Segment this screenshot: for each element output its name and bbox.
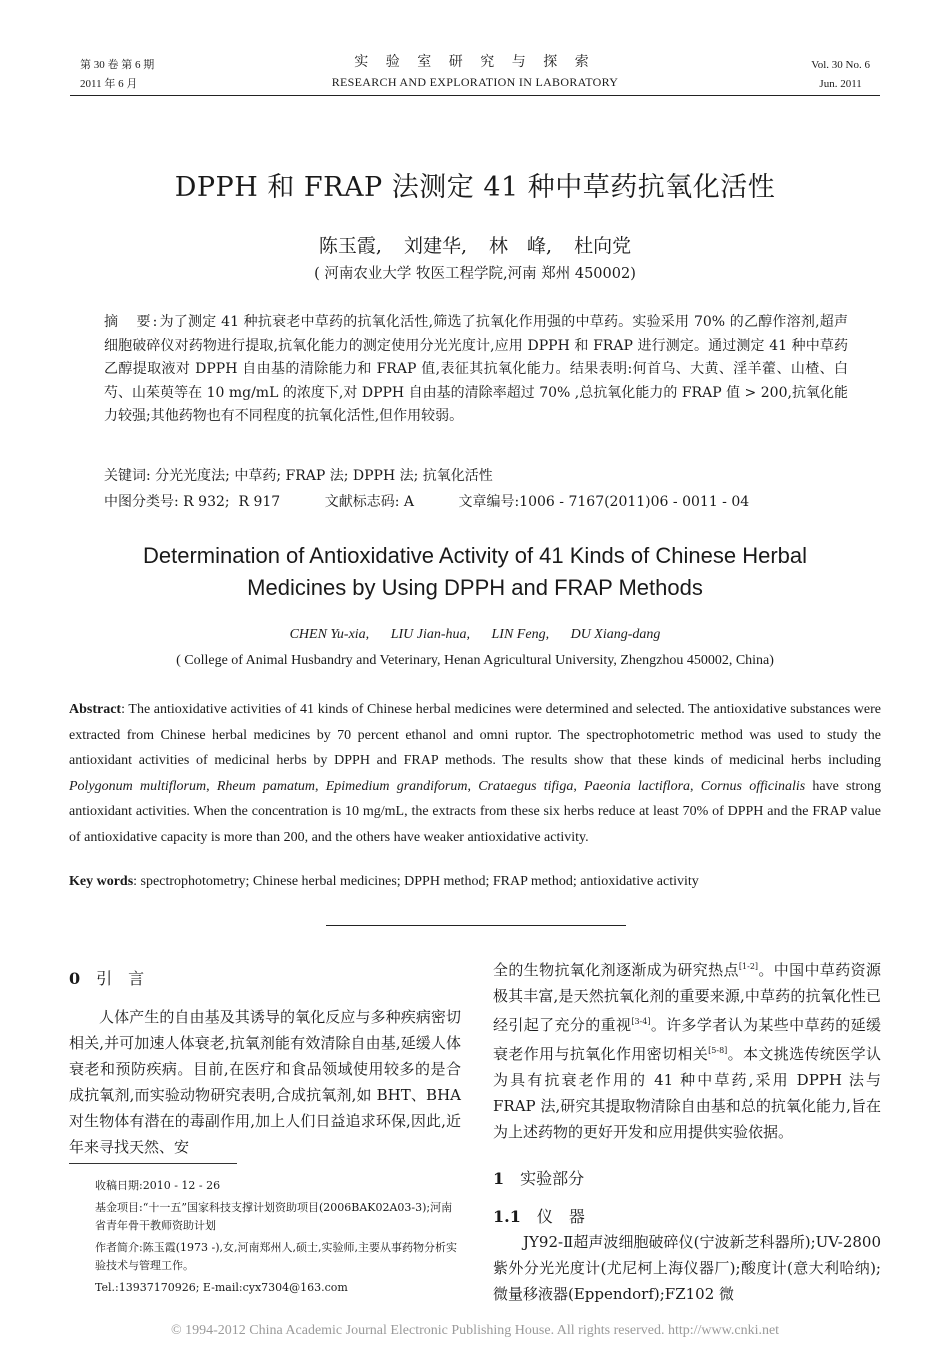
subsection-number: 1.1 (493, 1207, 521, 1226)
volume-issue-en: Vol. 30 No. 6 (811, 59, 870, 71)
section-title: 实验部分 (520, 1169, 585, 1188)
section-heading (493, 1166, 881, 1192)
volume-issue: 第 30 卷 第 6 期 (80, 59, 155, 71)
body-text: 全的生物抗氧化剂逐渐成为研究热点 (493, 961, 739, 979)
keywords-cn: 关键词: 分光光度法; 中草药; FRAP 法; DPPH 法; 抗氧化活性 (104, 468, 493, 484)
issue-info-en (811, 56, 870, 94)
issue-date-en: Jun. 2011 (819, 78, 862, 90)
author-name: 陈玉霞, (318, 235, 382, 257)
author-name: 杜向党 (574, 235, 632, 257)
author-name: 林 峰, (489, 235, 553, 257)
abstract-cn-text: 为了测定 41 种抗衰老中草药的抗氧化活性,筛选了抗氧化作用强的中草药。实验采用 70% 的乙醇作溶剂,超声细胞破碎仪对药物进行提取,抗氧化能力的测定使用分光光度计,应用 DPPH 和 FRAP 进行测定。通过测定 41 种中草药乙醇提取液对 DPPH 自由基的清除能力和 FRAP 值,表征其抗氧化能力。结果表明:何首乌、大黄、淫羊藿、山楂、白芍、山茱萸等在 10 mg/mL 的浓度下,对 DPPH 自由基的清除率超过 70% ,总抗氧化能力的 FRAP 值 > 200,抗氧化能力较强;其他药物也有不同程度的抗氧化活性,但作用较弱。 (104, 314, 848, 425)
footnote-rule (69, 1163, 237, 1164)
body-text: 。许多学者认为某些中草药的延缓衰老作用与抗氧化作用密切相关 (493, 1016, 881, 1063)
copyright-notice: © 1994-2012 China Academic Journal Electronic Publishing House. All rights reserved. http://www.cnki.net (170, 1323, 780, 1338)
section-number: 1 (493, 1169, 505, 1188)
journal-name-en: RESEARCH AND EXPLORATION IN LABORATORY (331, 75, 619, 89)
species-name: Crataegus tifiga (478, 778, 574, 794)
journal-name-cn: 实 验 室 研 究 与 探 索 (354, 55, 596, 70)
author-bio: 作者简介:陈玉霞(1973 -),女,河南郑州人,硕士,实验师,主要从事药物分析实验技术与管理工作。 (95, 1241, 457, 1272)
abstract-en-text: : The antioxidative activities of 41 kinds of Chinese herbal medicines were determined and selected. The antioxidative substances were extracted from Chinese herbal medicines by 70 percent ethanol and omni ruptor. The spectrophotometric method was used to study the antioxidant activities of medicinal herbs by DPPH and FRAP methods. The results show that these kinds of medicinal herbs including (69, 702, 881, 768)
citation: [1-2] (738, 962, 759, 971)
citation: [3-4] (631, 1017, 651, 1026)
separator: , (315, 778, 326, 794)
subsection-heading (493, 1204, 881, 1230)
separator: , (206, 778, 217, 794)
separator: , (573, 778, 585, 794)
abstract-en-label: Abstract (69, 702, 122, 717)
species-name: Cornus officinalis (700, 778, 806, 794)
abstract-en (69, 697, 881, 850)
funding: 基金项目:“十一五”国家科技支撑计划资助项目(2006BAK02A03-3);河南省青年骨干教师资助计划 (95, 1201, 453, 1232)
citation: [5-8] (708, 1046, 728, 1055)
authors-en (0, 627, 950, 643)
section-number: 0 (69, 969, 81, 988)
section-title: 引 言 (96, 969, 145, 988)
intro-paragraph: 人体产生的自由基及其诱导的氧化反应与多种疾病密切相关,并可加速人体衰老,抗氧剂能有效清除自由基,延缓人体衰老和预防疾病。目前,在医疗和食品领域使用较多的是合成抗氧剂,而实验动物研究表明,合成抗氧剂,如 BHT、BHA 对生物体有潜在的毒副作用,加上人们日益追求环保,因此,近年来寻找天然、安 (69, 1008, 461, 1156)
author-contact: Tel.:13937170926; E-mail:cyx7304@163.com (95, 1281, 348, 1294)
received-date: 收稿日期:2010 - 12 - 26 (95, 1179, 221, 1192)
paper-title-en-line1: Determination of Antioxidative Activity of 41 Kinds of Chinese Herbal (142, 543, 808, 568)
issue-date: 2011 年 6 月 (80, 78, 138, 90)
paper-title-en (0, 540, 950, 604)
keywords-en-text: : spectrophotometry; Chinese herbal medicines; DPPH method; FRAP method; antioxidative activity (133, 874, 699, 889)
journal-name (0, 52, 950, 90)
footnotes (69, 1177, 461, 1297)
author-name: 刘建华, (403, 235, 467, 257)
affiliation-cn: ( 河南农业大学 牧医工程学院,河南 郑州 450002) (314, 266, 636, 282)
header-rule (70, 95, 880, 96)
paper-title-cn: DPPH 和 FRAP 法测定 41 种中草药抗氧化活性 (174, 172, 776, 203)
author-name-en: CHEN Yu-xia, (289, 627, 370, 642)
body-text: 。本文挑选传统医学认为具有抗衰老作用的 41 种中草药,采用 DPPH 法与 FRAP 法,研究其提取物清除自由基和总的抗氧化能力,旨在为上述药物的更好开发和应用提供实验依据。 (493, 1045, 881, 1141)
separator: , (467, 778, 479, 794)
section-separator (326, 925, 626, 926)
authors-cn (0, 231, 950, 258)
keywords-en (69, 874, 881, 890)
species-name: Paeonia lactiflora (584, 778, 691, 794)
abstract-en-text: have strong antioxidant activities. When the concentration is 10 mg/mL, the extracts from these six herbs reduce at least 70% of DPPH and the FRAP value of antioxidative capacity is more than 200, and the others have weaker antioxidative activity. (69, 778, 882, 845)
affiliation-en: ( College of Animal Husbandry and Veterinary, Henan Agricultural University, Zhengzhou 450002, China) (176, 653, 774, 668)
author-name-en: DU Xiang-dang (570, 627, 661, 642)
species-name: Epimedium grandiforum (325, 778, 468, 794)
instruments-paragraph: JY92-Ⅱ超声波细胞破碎仪(宁波新芝科器所);UV-2800 紫外分光光度计(尤尼柯上海仪器厂);酸度计(意大利哈纳);微量移液器(Eppendorf);FZ102 微 (493, 1233, 881, 1303)
keywords-en-label: Key words (69, 874, 134, 889)
subsection-title: 仪 器 (536, 1207, 585, 1226)
intro-paragraph-cont (493, 954, 881, 1145)
abstract-cn (104, 311, 848, 429)
species-name: Polygonum multiflorum (69, 778, 207, 794)
species-name: Rheum pamatum (216, 778, 316, 794)
author-name-en: LIN Feng, (491, 627, 550, 642)
abstract-cn-label: 摘 要: (104, 314, 160, 330)
section-heading (69, 966, 461, 992)
paper-title-en-line2: Medicines by Using DPPH and FRAP Methods (247, 575, 703, 600)
separator: , (690, 778, 701, 794)
author-name-en: LIU Jian-hua, (390, 627, 471, 642)
classification-cn: 中图分类号: R 932; R 917 文献标志码: A 文章编号:1006 - 7167(2011)06 - 0011 - 04 (104, 494, 750, 510)
body-text: 。中国中草药资源极其丰富,是天然抗氧化剂的重要来源,中草药的抗氧化性已经引起了充分的重视 (493, 961, 881, 1034)
